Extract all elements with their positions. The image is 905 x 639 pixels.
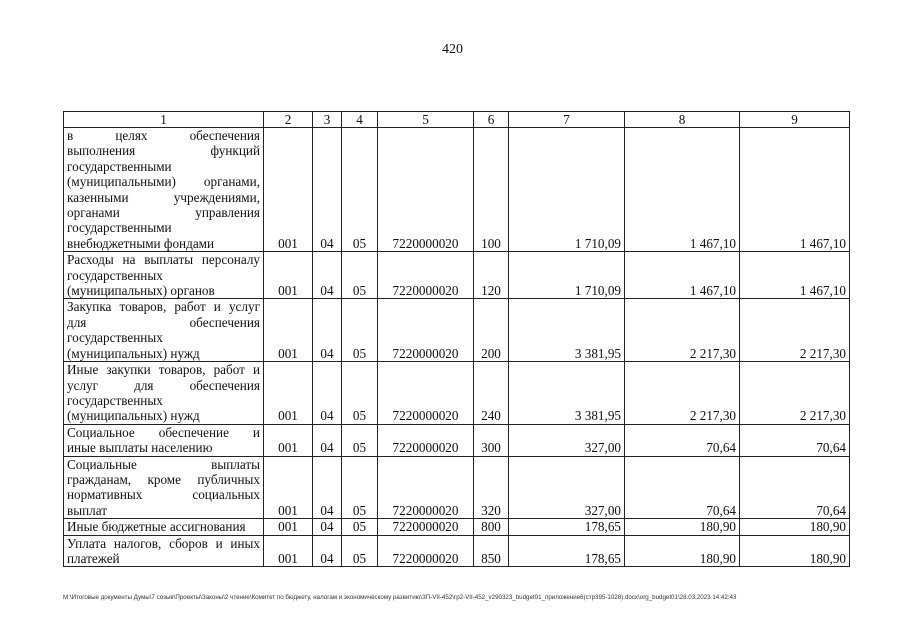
description-line: Уплата налогов, сборов и иных (67, 535, 260, 551)
cell-section: 04 (313, 362, 342, 425)
description-line: государственных (67, 330, 163, 346)
cell-target-article: 7220000020 (378, 362, 474, 425)
cell-section: 04 (313, 128, 342, 252)
table-row (64, 128, 850, 252)
row-description (64, 519, 264, 535)
cell-amount-col8: 180,90 (625, 519, 740, 535)
cell-target-article: 7220000020 (378, 519, 474, 535)
cell-ministry-code: 001 (264, 535, 313, 567)
cell-expense-type: 200 (474, 299, 509, 362)
cell-amount-col7: 3 381,95 (509, 362, 625, 425)
cell-section: 04 (313, 252, 342, 299)
cell-amount-col9: 70,64 (740, 424, 850, 456)
description-line: выполнения функций (67, 143, 260, 159)
cell-expense-type: 240 (474, 362, 509, 425)
cell-expense-type: 100 (474, 128, 509, 252)
cell-section: 04 (313, 299, 342, 362)
description-line: (муниципальными) органами, (67, 174, 260, 190)
col-header-8: 8 (625, 112, 740, 128)
table-row (64, 299, 850, 362)
cell-target-article: 7220000020 (378, 128, 474, 252)
description-line: в целях обеспечения (67, 128, 260, 143)
description-line: Расходы на выплаты персоналу (67, 252, 260, 268)
cell-amount-col7: 327,00 (509, 424, 625, 456)
table-row (64, 362, 850, 425)
description-line: Закупка товаров, работ и услуг (67, 299, 260, 315)
col-header-7: 7 (509, 112, 625, 128)
cell-subsection: 05 (342, 424, 378, 456)
description-line: выплат (67, 502, 108, 518)
cell-target-article: 7220000020 (378, 252, 474, 299)
cell-amount-col8: 1 467,10 (625, 252, 740, 299)
cell-target-article: 7220000020 (378, 424, 474, 456)
description-line: Социальное обеспечение и (67, 424, 260, 440)
cell-ministry-code: 001 (264, 456, 313, 519)
cell-subsection: 05 (342, 299, 378, 362)
description-line: казенными учреждениями, (67, 189, 260, 205)
row-description (64, 362, 264, 425)
cell-amount-col8: 70,64 (625, 424, 740, 456)
description-line: Иные закупки товаров, работ и (67, 362, 260, 378)
cell-section: 04 (313, 456, 342, 519)
cell-expense-type: 300 (474, 424, 509, 456)
cell-ministry-code: 001 (264, 424, 313, 456)
description-line: иные выплаты населению (67, 440, 213, 456)
description-line: внебюджетными фондами (67, 235, 215, 251)
row-description (64, 128, 264, 252)
cell-amount-col7: 178,65 (509, 535, 625, 567)
cell-subsection: 05 (342, 519, 378, 535)
description-line: государственными (67, 220, 172, 236)
description-line: государственных (67, 267, 163, 283)
cell-amount-col8: 180,90 (625, 535, 740, 567)
row-description (64, 535, 264, 567)
row-description (64, 299, 264, 362)
table-row (64, 424, 850, 456)
description-line: органами управления (67, 205, 260, 221)
cell-subsection: 05 (342, 128, 378, 252)
description-line: (муниципальных) органов (67, 283, 215, 299)
cell-ministry-code: 001 (264, 252, 313, 299)
description-line: нормативных социальных (67, 487, 260, 503)
cell-subsection: 05 (342, 535, 378, 567)
cell-amount-col8: 2 217,30 (625, 299, 740, 362)
cell-target-article: 7220000020 (378, 535, 474, 567)
cell-subsection: 05 (342, 252, 378, 299)
description-line: платежей (67, 550, 120, 566)
description-line: Социальные выплаты (67, 456, 260, 472)
cell-amount-col9: 2 217,30 (740, 362, 850, 425)
cell-subsection: 05 (342, 456, 378, 519)
col-header-4: 4 (342, 112, 378, 128)
description-line: услуг для обеспечения (67, 377, 260, 393)
description-line: для обеспечения (67, 314, 260, 330)
cell-ministry-code: 001 (264, 299, 313, 362)
cell-amount-col9: 1 467,10 (740, 128, 850, 252)
col-header-3: 3 (313, 112, 342, 128)
cell-subsection: 05 (342, 362, 378, 425)
description-line: Иные бюджетные ассигнования (67, 519, 246, 535)
row-description (64, 424, 264, 456)
description-line: (муниципальных) нужд (67, 345, 200, 361)
table-row (64, 252, 850, 299)
cell-amount-col8: 2 217,30 (625, 362, 740, 425)
row-description (64, 252, 264, 299)
footer-file-path: М:\Итоговые документы Думы\7 созыв\Проекты\Законы\2 чтение\Комитет по бюджету, налогам и экономическому развитию\ЗП-VII-452\гр2-VII-452_v290323_budget01_приложение6(стр395-1028).docx\org_budget01\28.03.2023 14:42:43 (63, 594, 737, 601)
col-header-9: 9 (740, 112, 850, 128)
cell-section: 04 (313, 535, 342, 567)
cell-amount-col9: 2 217,30 (740, 299, 850, 362)
header-row (64, 112, 850, 128)
row-description (64, 456, 264, 519)
table-row (64, 456, 850, 519)
table-row (64, 535, 850, 567)
cell-target-article: 7220000020 (378, 299, 474, 362)
cell-section: 04 (313, 519, 342, 535)
cell-ministry-code: 001 (264, 128, 313, 252)
col-header-5: 5 (378, 112, 474, 128)
cell-expense-type: 320 (474, 456, 509, 519)
cell-expense-type: 120 (474, 252, 509, 299)
cell-expense-type: 800 (474, 519, 509, 535)
col-header-2: 2 (264, 112, 313, 128)
cell-expense-type: 850 (474, 535, 509, 567)
col-header-6: 6 (474, 112, 509, 128)
cell-amount-col8: 1 467,10 (625, 128, 740, 252)
description-line: (муниципальных) нужд (67, 408, 200, 424)
cell-amount-col9: 1 467,10 (740, 252, 850, 299)
description-line: государственных (67, 392, 163, 408)
budget-table (63, 111, 850, 567)
cell-target-article: 7220000020 (378, 456, 474, 519)
col-header-1: 1 (64, 112, 264, 128)
cell-amount-col9: 180,90 (740, 519, 850, 535)
cell-ministry-code: 001 (264, 519, 313, 535)
cell-amount-col9: 180,90 (740, 535, 850, 567)
cell-amount-col7: 3 381,95 (509, 299, 625, 362)
cell-amount-col9: 70,64 (740, 456, 850, 519)
cell-section: 04 (313, 424, 342, 456)
table-row (64, 519, 850, 535)
cell-ministry-code: 001 (264, 362, 313, 425)
cell-amount-col7: 178,65 (509, 519, 625, 535)
cell-amount-col7: 1 710,09 (509, 252, 625, 299)
cell-amount-col7: 1 710,09 (509, 128, 625, 252)
description-line: гражданам, кроме публичных (67, 471, 260, 487)
page-number: 420 (442, 42, 463, 57)
cell-amount-col7: 327,00 (509, 456, 625, 519)
description-line: государственными (67, 158, 172, 174)
cell-amount-col8: 70,64 (625, 456, 740, 519)
